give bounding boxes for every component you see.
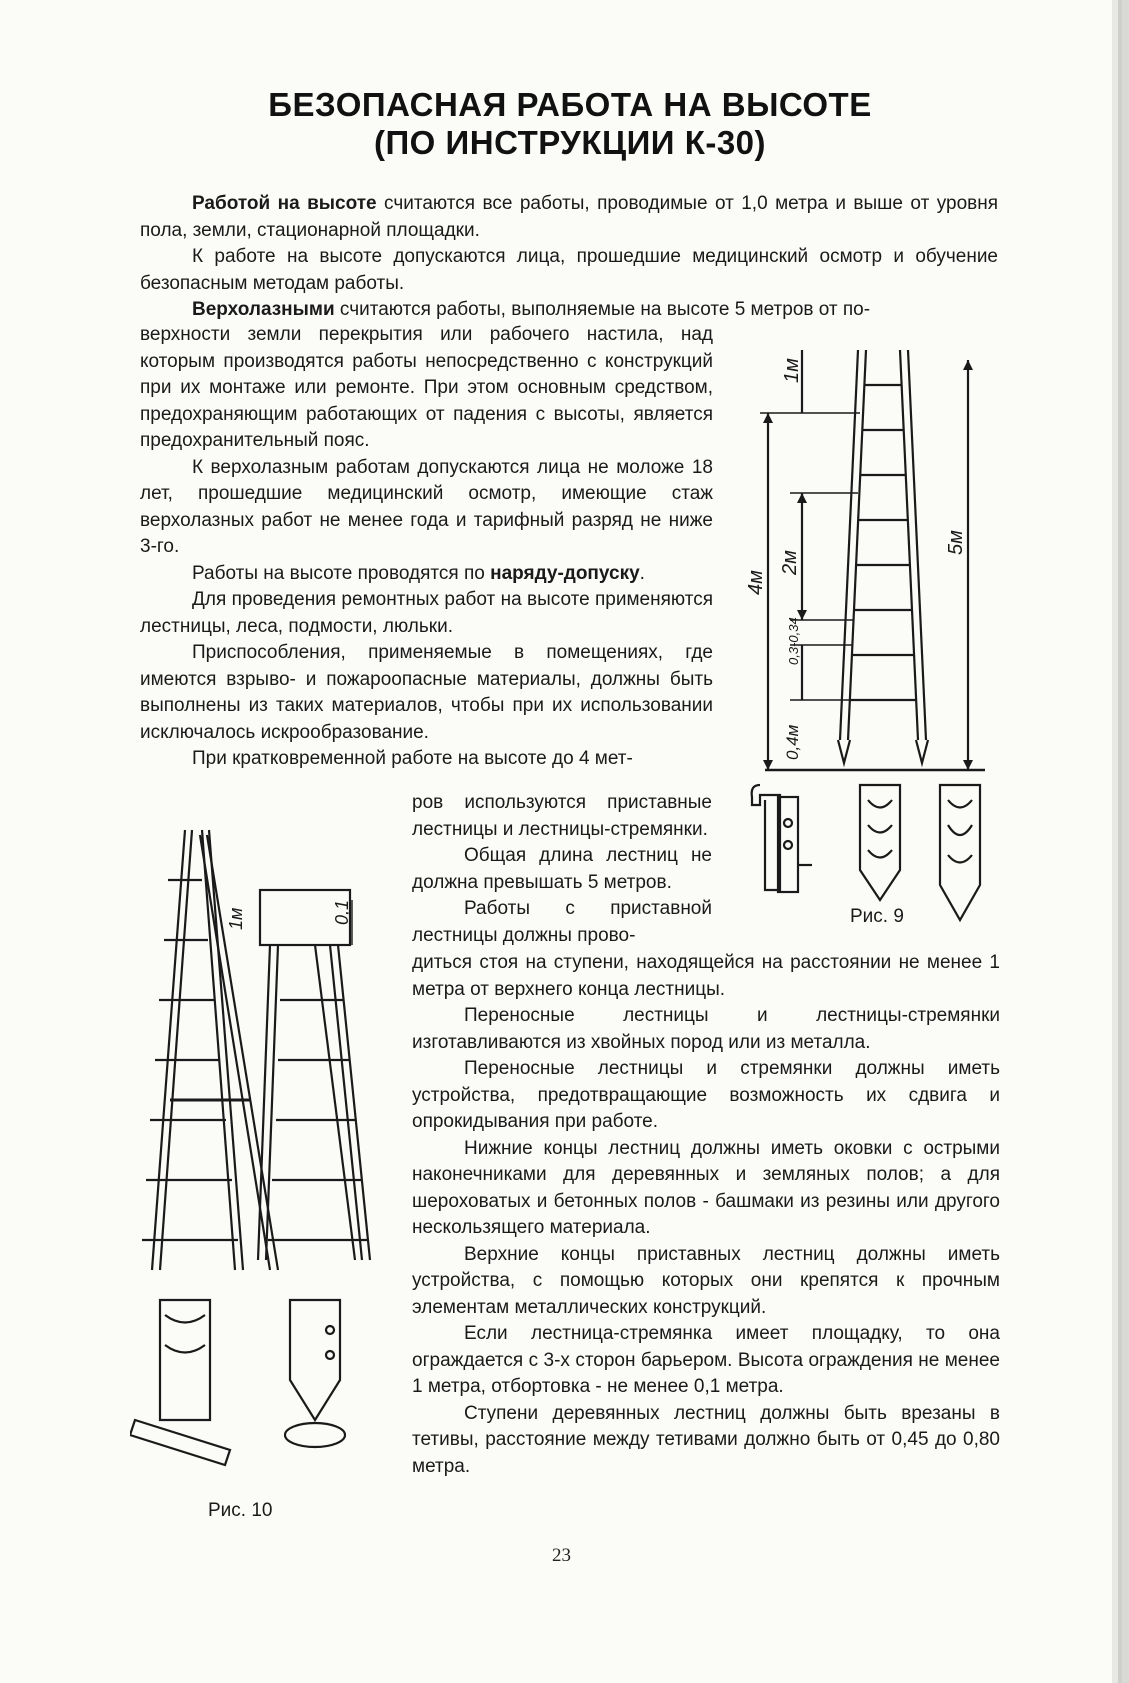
term-work-at-height: Работой на высоте [192, 193, 377, 214]
paragraph-text: Работы на высоте проводятся по [192, 562, 491, 584]
paragraph-2: К работе на высоте допускаются лица, прошедшие медицинский осмотр и обучение безопасным методам работы. [140, 246, 998, 294]
fig9-label-left: 4м [745, 570, 767, 595]
paragraph-13: Нижние концы лестниц должны иметь оковки с острыми наконечниками для деревянных и земляных полов; а для шероховатых и бетонных полов - башмаки из резины или другого нескользящего материала. [412, 1137, 1000, 1238]
paragraph-7: Приспособления, применяемые в помещениях, где имеются взрыво- и пожароопасные материалы, должны быть выполнены из таких материалов, чтобы при их использовании исключалось искрообразование. [140, 642, 713, 743]
paragraph-14: Верхние концы приставных лестниц должны иметь устройства, с помощью которых они крепятся к прочным элементам металлических конструкций. [412, 1243, 1000, 1318]
term-high-rise: Верхолазными [192, 299, 335, 320]
term-permit: наряду-допуску [490, 562, 640, 584]
fig9-label-mid: 2м [779, 550, 801, 575]
figure-10-stepladder-drawing [130, 820, 400, 1470]
paragraph-3-continued: верхности земли перекрытия или рабочего настила, над которым производятся работы непосредственно с конструкций при их монтаже или ремонте. При этом основным средством, предохраняющим работающих от падения с высоты, является предохранительный пояс. [140, 324, 713, 451]
paragraph-8-continued: ров используются приставные лестницы и лестницы-стремянки. [412, 792, 712, 840]
paragraph-8: При кратковременной работе на высоте до 4 мет- [192, 748, 633, 769]
fig10-label-b: 0,1 [332, 899, 352, 925]
paragraph-16: Ступени деревянных лестниц должны быть врезаны в тетивы, расстояние между тетивами должно быть от 0,45 до 0,80 метра. [412, 1402, 1000, 1477]
fig9-label-bottom: 0,4м [783, 724, 802, 760]
paragraph-3 [140, 297, 998, 324]
paragraph-15: Если лестница-стремянка имеет площадку, то она ограждается с 3-х сторон барьером. Высота ограждения не менее 1 метра, отбортовка - не менее 0,1 метра. [412, 1323, 1000, 1397]
paragraph-6: Для проведения ремонтных работ на высоте применяются лестницы, леса, подмости, люльки. [140, 589, 713, 637]
paragraph-text: считаются все работы, проводимые от 1,0 метра и выше от уровня пола, земли, стационарной площадки. [140, 193, 999, 241]
paragraph-10: Работы с приставной лестницы должны прово- [412, 898, 712, 946]
page-title-line2: (ПО ИНСТРУКЦИИ К-30) [373, 124, 767, 161]
fig9-label-right: 5м [945, 530, 967, 555]
page-number: 23 [552, 1545, 571, 1566]
fig9-label-top: 1м [781, 358, 803, 383]
left-column-text [140, 322, 713, 773]
right-column-text [412, 790, 712, 949]
paragraph-text: . [639, 562, 645, 584]
figure-9-caption: Рис. 9 [850, 906, 904, 927]
fig9-label-small: 0,3-0,34 [786, 617, 801, 665]
fig10-label-a: 1м [226, 907, 246, 930]
paragraph-5 [140, 561, 713, 588]
intro-text [140, 191, 998, 324]
paragraph-9: Общая длина лестниц не должна превышать 5 метров. [412, 845, 712, 893]
paragraph-11: Переносные лестницы и лестницы-стремянки изготавливаются из хвойных пород или из металла. [412, 1005, 1000, 1053]
paragraph-1 [140, 191, 998, 244]
bottom-column-text [412, 950, 1000, 1480]
paragraph-text: считаются работы, выполняемые на высоте 5 метров от по- [334, 299, 871, 320]
figure-9-ladder-diagram [740, 345, 1010, 935]
paragraph-10-continued: диться стоя на ступени, находящейся на расстоянии не менее 1 метра от верхнего конца лестницы. [412, 952, 1000, 1000]
page-title-line1: БЕЗОПАСНАЯ РАБОТА НА ВЫСОТЕ [268, 86, 872, 123]
paragraph-4: К верхолазным работам допускаются лица не моложе 18 лет, прошедшие медицинский осмотр, имеющие стаж верхолазных работ не менее года и тарифный разряд не ниже 3-го. [140, 456, 713, 557]
paragraph-12: Переносные лестницы и стремянки должны иметь устройства, предотвращающие возможность их сдвига и опрокидывания при работе. [412, 1058, 1000, 1132]
figure-10-caption: Рис. 10 [208, 1500, 273, 1521]
